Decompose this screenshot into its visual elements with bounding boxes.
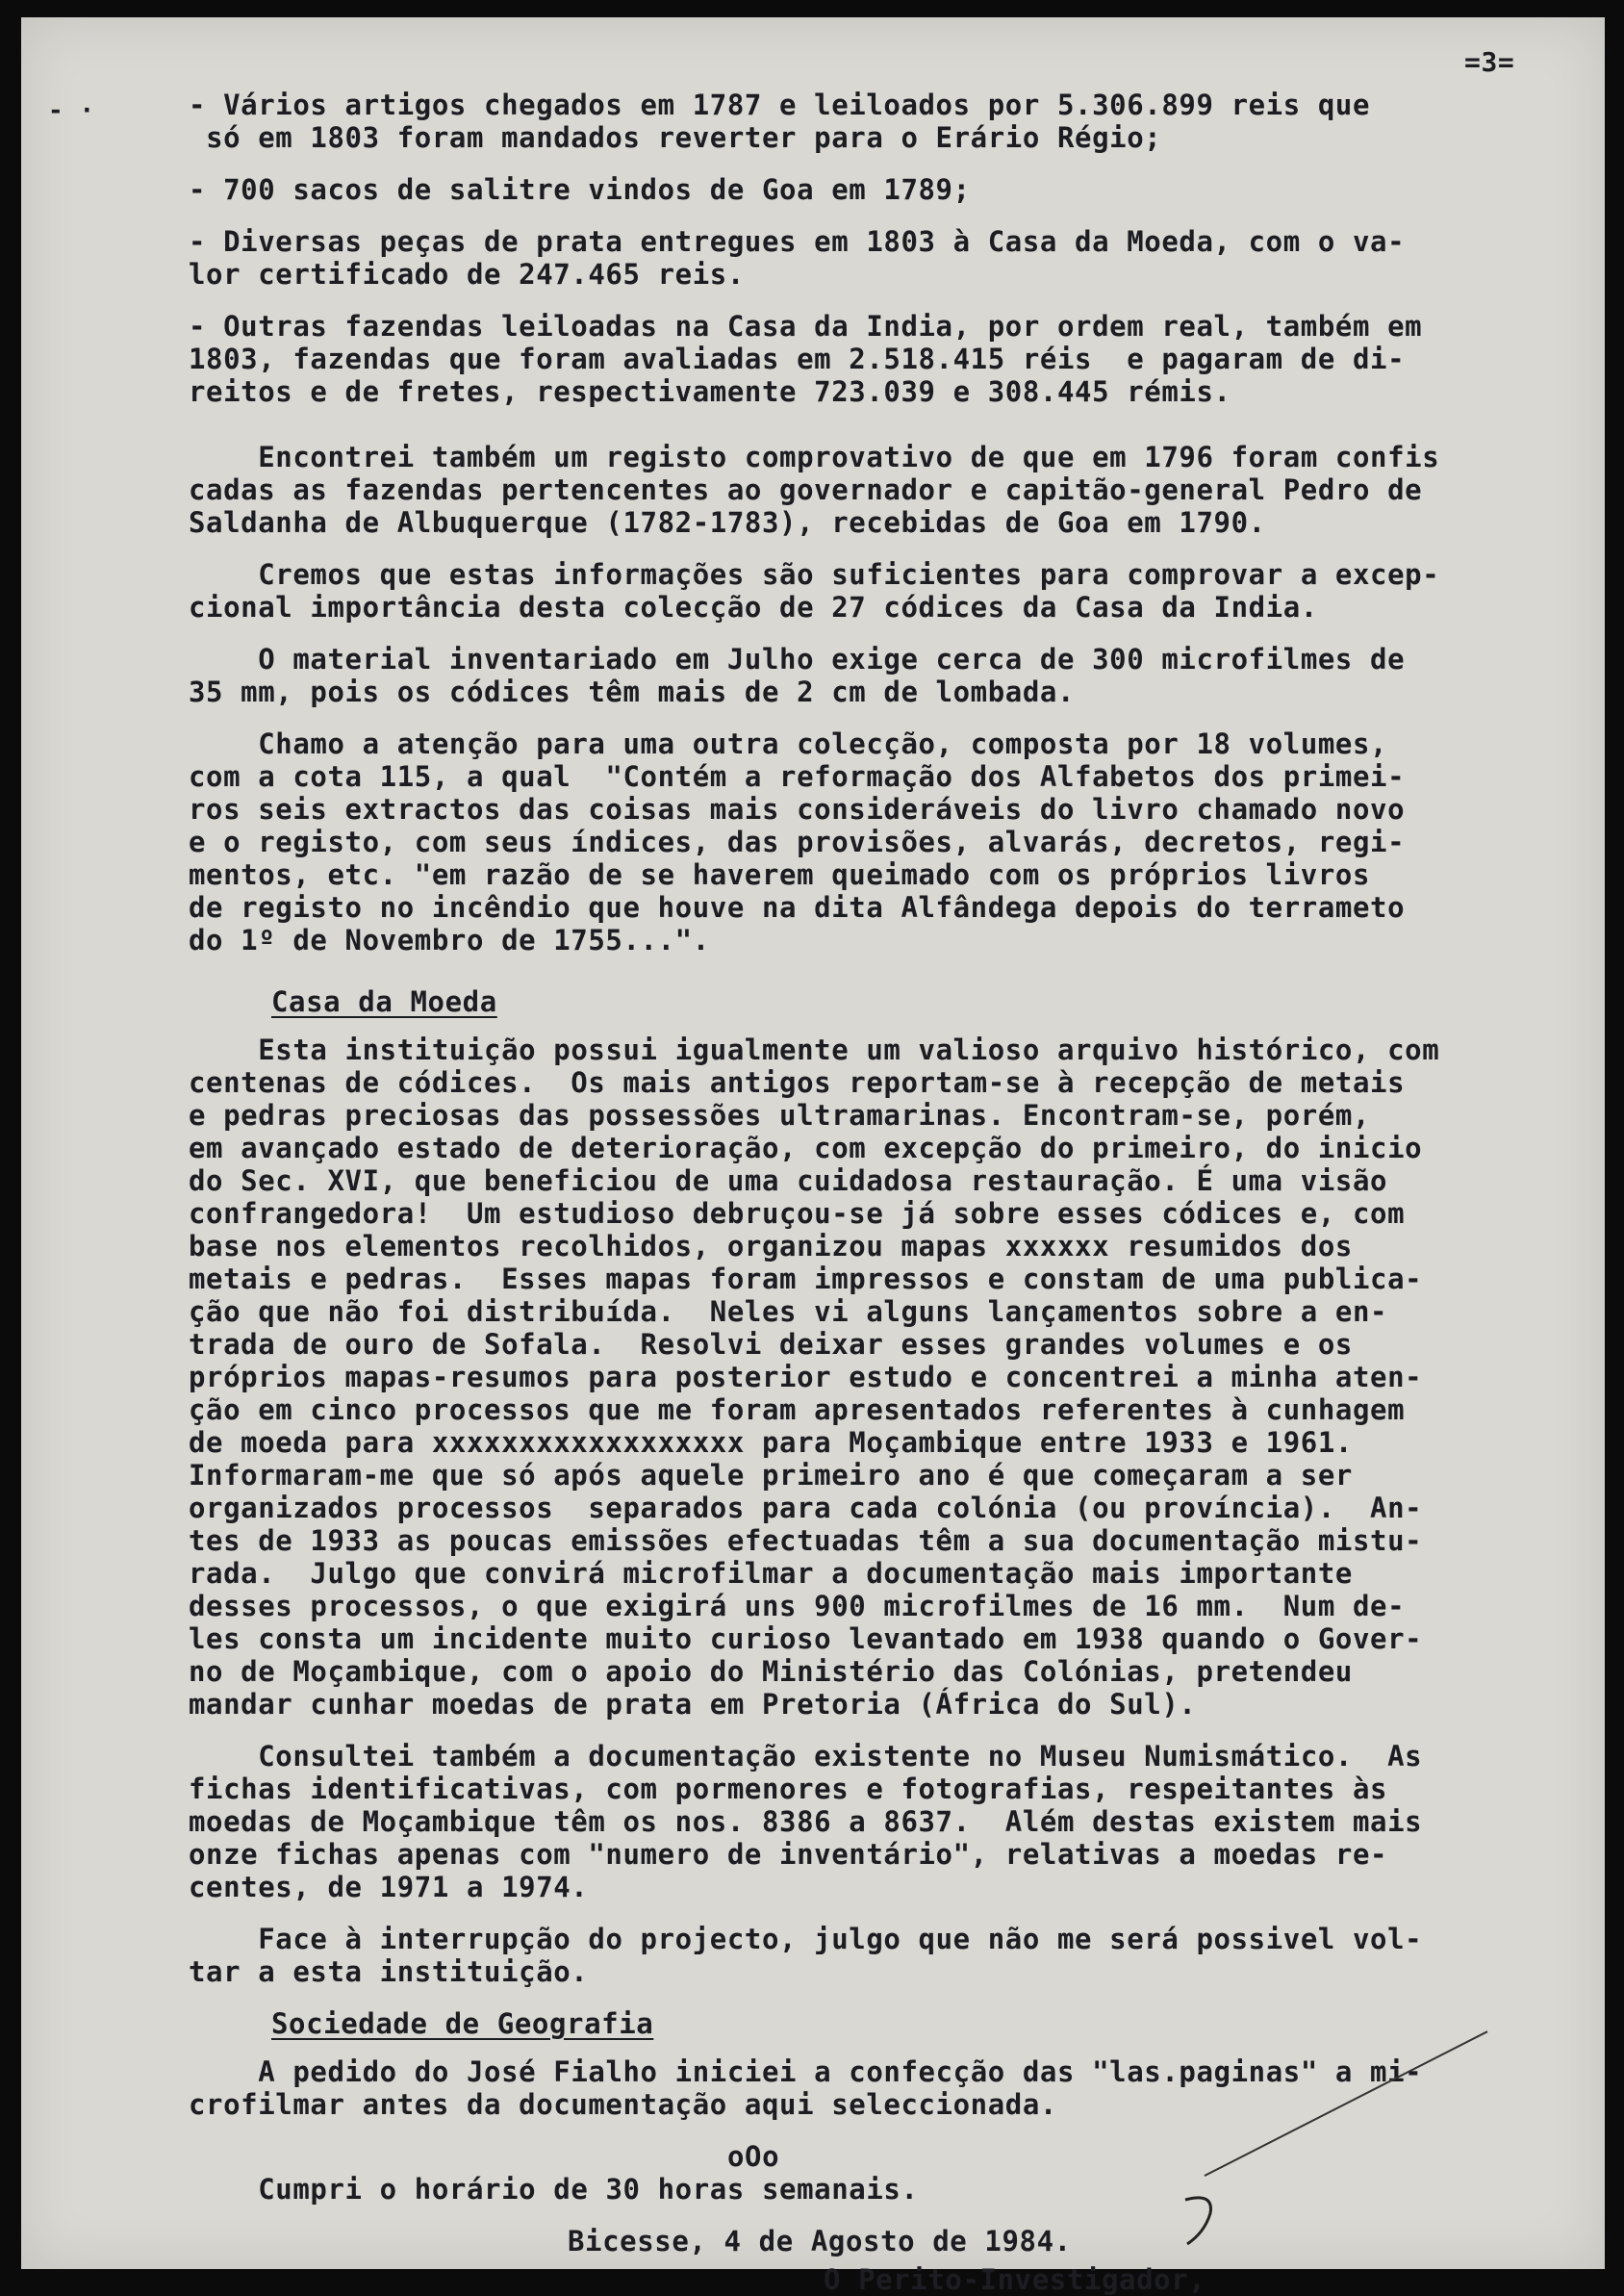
paragraph: Encontrei também um registo comprovativo de que em 1796 foram confis cadas as fazendas pertencentes ao governador e capitão-general Pedro de Saldanha de Albuquerque (1782-1783), recebidas de Goa em 1790. xyxy=(189,441,1440,539)
typewritten-page xyxy=(21,17,1605,2296)
list-item: - Outras fazendas leiloadas na Casa da India, por ordem real, também em 1803, fazendas que foram avaliadas em 2.518.415 réis e pagaram de di- reitos e de fretes, respectivamente 723.039 e 308.445 rémis. xyxy=(189,310,1423,408)
section-heading-sociedade-de-geografia: Sociedade de Geografia xyxy=(271,2007,654,2040)
signature-line: O Perito-Investigador, xyxy=(824,2263,1206,2296)
closing-line: Cumpri o horário de 30 horas semanais. xyxy=(189,2173,919,2206)
list-item: - 700 sacos de salitre vindos de Goa em 1789; xyxy=(189,173,971,206)
page-number: =3= xyxy=(1464,46,1515,78)
paragraph: A pedido do José Fialho iniciei a confecção das "las.paginas" a mi- crofilmar antes da documentação aqui seleccionada. xyxy=(189,2055,1423,2121)
separator-ornament: oOo xyxy=(727,2140,780,2173)
document-sheet xyxy=(21,17,1605,2296)
list-item: - Vários artigos chegados em 1787 e leiloados por 5.306.899 reis que só em 1803 foram mandados reverter para o Erário Régio; xyxy=(189,89,1371,154)
paragraph: Esta instituição possui igualmente um valioso arquivo histórico, com centenas de códices. Os mais antigos reportam-se à recepção de metais e pedras preciosas das possessões ultramarinas. Encontram-se, porém, em avançado estado de deterioração, com excepção do primeiro, do inicio do Sec. XVI, que beneficiou de uma cuidadosa restauração. É uma visão confrangedora! Um estudioso debruçou-se já sobre esses códices e, com base nos elementos recolhidos, organizou mapas xxxxxx resumidos dos metais e pedras. Esses mapas foram impressos e constam de uma publica- ção que não foi distribuída. Neles vi alguns lançamentos sobre a en- trada de ouro de Sofala. Resolvi deixar esses grandes volumes e os próprios mapas-resumos para posterior estudo e concentrei a minha aten- ção em cinco processos que me foram apresentados referentes à cunhagem de moeda para xxxxxxxxxxxxxxxxxx para Moçambique entre 1933 e 1961. Informaram-me que só após aquele primeiro ano é que começaram a ser organizados processos separados para cada colónia (ou província). An- tes de 1933 as poucas emissões efectuadas têm a sua documentação mistu- rada. Julgo que convirá microfilmar a documentação mais importante desses processos, o que exigirá uns 900 microfilmes de 16 mm. Num de- les consta um incidente muito curioso levantado em 1938 quando o Gover- no de Moçambique, com o apoio do Ministério das Colónias, pretendeu mandar cunhar moedas de prata em Pretoria (África do Sul). xyxy=(189,1033,1440,1721)
page-content xyxy=(189,89,1574,2296)
paragraph: Chamo a atenção para uma outra colecção, composta por 18 volumes, com a cota 115, a qual "Contém a reformação dos Alfabetos dos primei- ros seis extractos das coisas mais consideráveis do livro chamado novo e o registo, com seus índices, das provisões, alvarás, decretos, regi- mentos, etc. "em razão de se haverem queimado com os próprios livros de registo no incêndio que houve na dita Alfândega depois do terrameto do 1º de Novembro de 1755...". xyxy=(189,727,1406,957)
list-item: - Diversas peças de prata entregues em 1803 à Casa da Moeda, com o va- lor certificado de 247.465 reis. xyxy=(189,225,1406,291)
paragraph: Consultei também a documentação existente no Museu Numismático. As fichas identificativas, com pormenores e fotografias, respeitantes às moedas de Moçambique têm os nos. 8386 a 8637. Além destas existem mais onze fichas apenas com "numero de inventário", relativas a moedas re- centes, de 1971 a 1974. xyxy=(189,1740,1423,1903)
paragraph: Cremos que estas informações são suficientes para comprovar a excep- cional importância desta colecção de 27 códices da Casa da India. xyxy=(189,558,1440,624)
place-date: Bicesse, 4 de Agosto de 1984. xyxy=(568,2225,1072,2258)
margin-mark: - · xyxy=(48,96,95,125)
paragraph: Face à interrupção do projecto, julgo que não me será possivel vol- tar a esta instituição. xyxy=(189,1923,1423,1988)
signature-scribble-icon xyxy=(1176,2190,1233,2258)
paragraph: O material inventariado em Julho exige cerca de 300 microfilmes de 35 mm, pois os códices têm mais de 2 cm de lombada. xyxy=(189,643,1406,708)
section-heading-casa-da-moeda: Casa da Moeda xyxy=(271,985,497,1018)
